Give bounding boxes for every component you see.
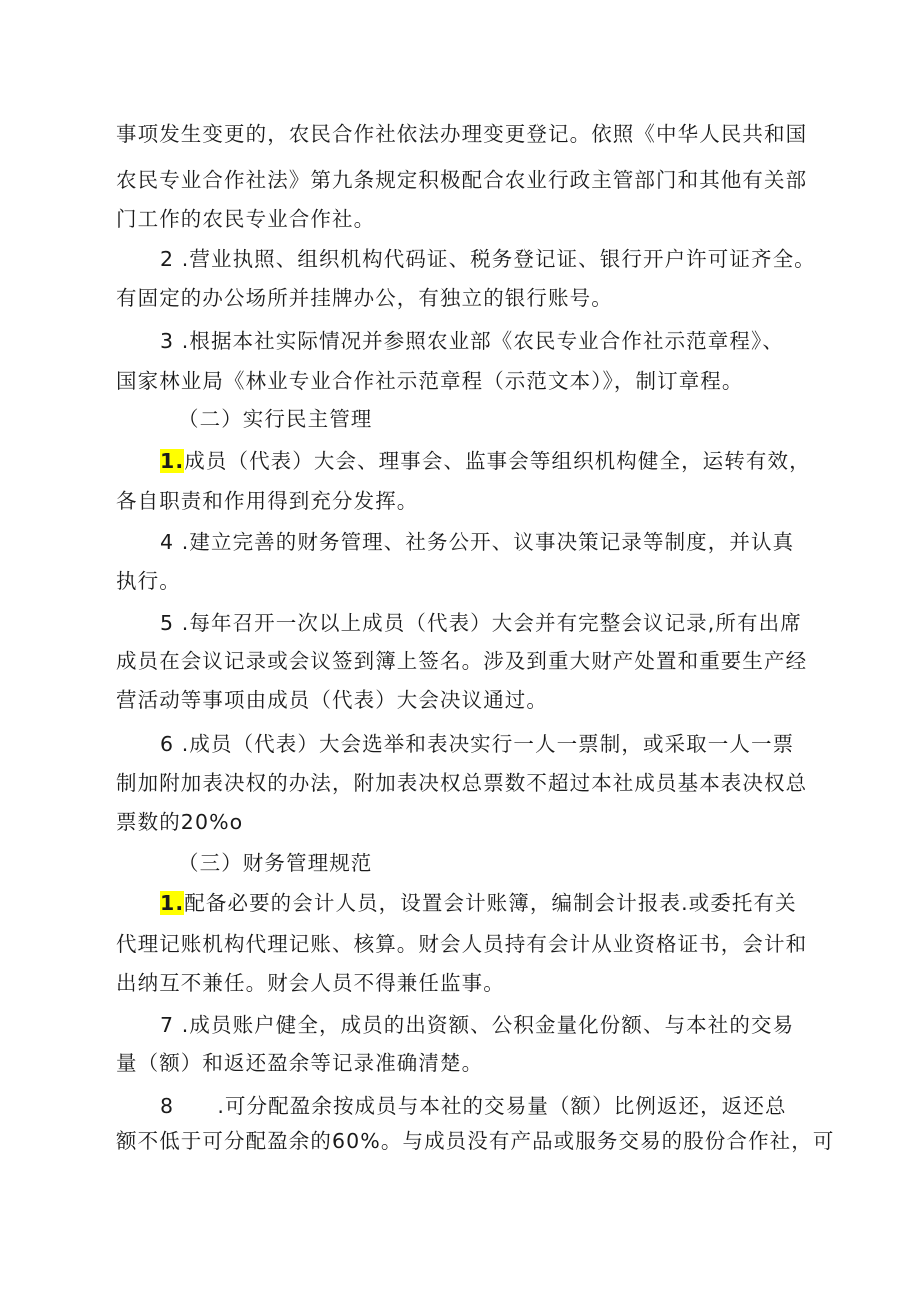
highlighted-number: 1. <box>160 891 185 915</box>
paragraph-line: 量（额）和返还盈余等记录准确清楚。 <box>116 1051 484 1075</box>
paragraph-line: 成员在会议记录或会议签到簿上签名。涉及到重大财产处置和重要生产经 <box>116 649 808 673</box>
item-8-line: 8 .可分配盈余按成员与本社的交易量（额）比例返还，返还总 <box>160 1094 787 1118</box>
paragraph-line: 额不低于可分配盈余的60%。与成员没有产品或服务交易的股份合作社，可 <box>116 1129 835 1153</box>
paragraph-line: 有固定的办公场所并挂牌办公，有独立的银行账号。 <box>116 286 613 310</box>
paragraph-line: 制加附加表决权的办法，附加表决权总票数不超过本社成员基本表决权总 <box>116 771 808 795</box>
paragraph-line: 国家林业局《林业专业合作社示范章程（示范文本）》，制订章程。 <box>116 369 744 393</box>
section-heading-2: （二）实行民主管理 <box>178 407 373 431</box>
section-heading-3: （三）财务管理规范 <box>178 851 373 875</box>
paragraph-line: 执行。 <box>116 569 181 593</box>
item-2-line: 2 .营业执照、组织机构代码证、税务登记证、银行开户许可证齐全。 <box>160 247 816 271</box>
item-4-line: 4 .建立完善的财务管理、社务公开、议事决策记录等制度，并认真 <box>160 530 795 554</box>
paragraph-line: 营活动等事项由成员（代表）大会决议通过。 <box>116 688 548 712</box>
paragraph-line: 出纳互不兼任。财会人员不得兼任监事。 <box>116 971 505 995</box>
paragraph-line: 事项发生变更的，农民合作社依法办理变更登记。依照《中华人民共和国 <box>116 122 808 146</box>
paragraph-line: 门工作的农民专业合作社。 <box>116 207 376 231</box>
item-7-line: 7 .成员账户健全，成员的出资额、公积金量化份额、与本社的交易 <box>160 1013 795 1037</box>
item-1-line <box>160 890 797 916</box>
paragraph-line: 各自职责和作用得到充分发挥。 <box>116 489 419 513</box>
item-1-line <box>160 448 811 474</box>
item-5-line: 5 .每年召开一次以上成员（代表）大会并有完整会议记录,所有出席 <box>160 611 802 635</box>
paragraph-line: 代理记账机构代理记账、核算。财会人员持有会计从业资格证书，会计和 <box>116 932 808 956</box>
item-text: 成员（代表）大会、理事会、监事会等组织机构健全，运转有效， <box>184 449 811 473</box>
item-3-line: 3 .根据本社实际情况并参照农业部《农民专业合作社示范章程》、 <box>160 329 784 353</box>
paragraph-line: 农民专业合作社法》第九条规定积极配合农业行政主管部门和其他有关部 <box>116 168 808 192</box>
paragraph-line: 票数的20%o <box>116 810 244 834</box>
highlighted-number: 1. <box>160 449 185 473</box>
item-6-line: 6 .成员（代表）大会选举和表决实行一人一票制，或采取一人一票 <box>160 732 795 756</box>
item-text: 配备必要的会计人员，设置会计账簿，编制会计报表.或委托有关 <box>184 891 797 915</box>
